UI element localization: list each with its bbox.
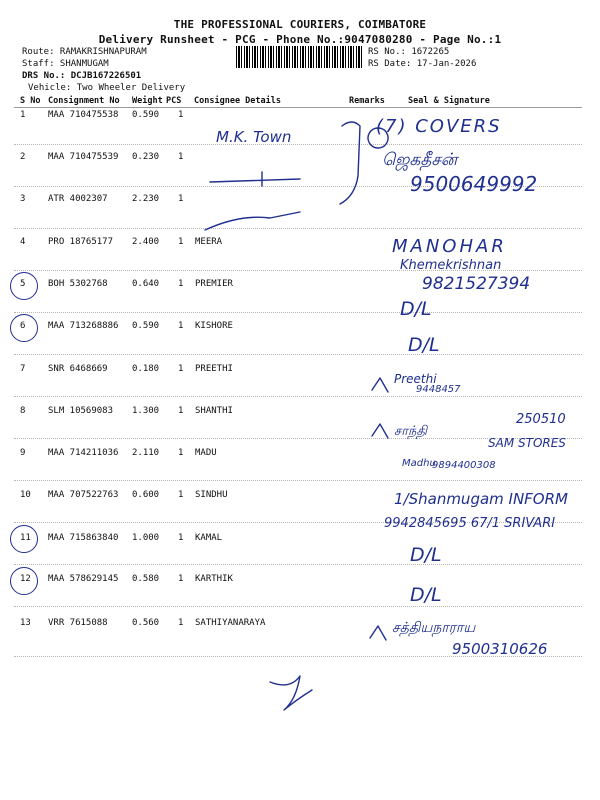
row-consignment: MAA 714211036	[48, 448, 119, 458]
row-consignee: SHANTHI	[195, 406, 233, 416]
row-pcs: 1	[178, 279, 184, 289]
row-sno: 5	[20, 279, 26, 289]
row-pcs: 1	[178, 618, 184, 628]
row-sno: 12	[20, 574, 31, 584]
row-consignee: MEERA	[195, 237, 223, 247]
handwritten-preethi: Preethi	[394, 372, 437, 386]
row-sno: 7	[20, 364, 26, 374]
row-weight: 2.400	[132, 237, 160, 247]
drs-number: DRS No.: DCJB167226501	[22, 71, 142, 81]
tick-stroke	[370, 626, 386, 640]
col-header-pcs: PCS	[166, 96, 182, 106]
row-consignment: MAA 710475538	[48, 110, 119, 120]
row-sno: 9	[20, 448, 26, 458]
row-consignee: PREMIER	[195, 279, 233, 289]
row-consignee: KAMAL	[195, 533, 223, 543]
handwritten-phone: 9500649992	[410, 172, 538, 196]
handwritten-number: 250510	[516, 412, 566, 427]
row-weight: 0.560	[132, 618, 160, 628]
row-pcs: 1	[178, 194, 184, 204]
col-header-consignee: Consignee Details	[194, 96, 281, 106]
row-sno: 13	[20, 618, 31, 628]
row-weight: 2.110	[132, 448, 160, 458]
row-pcs: 1	[178, 490, 184, 500]
row-sno: 4	[20, 237, 26, 247]
row-pcs: 1	[178, 321, 184, 331]
row-consignment: MAA 710475539	[48, 152, 119, 162]
row-consignment: MAA 707522763	[48, 490, 119, 500]
row-pcs: 1	[178, 406, 184, 416]
tick-stroke	[372, 378, 388, 438]
handwritten-phone: 9894400308	[432, 460, 496, 471]
handwritten-mk-town: M.K. Town	[216, 128, 292, 146]
row-pcs: 1	[178, 533, 184, 543]
row-consignee: MADU	[195, 448, 217, 458]
row-consignee: SATHIYANARAYA	[195, 618, 266, 628]
row-weight: 0.590	[132, 321, 160, 331]
row-sno: 2	[20, 152, 26, 162]
handwritten-sam-stores: SAM STORES	[488, 436, 566, 450]
row-weight: 1.300	[132, 406, 160, 416]
signature-stroke	[270, 676, 312, 710]
row-weight: 0.580	[132, 574, 160, 584]
handwritten-phone: 9821527394	[422, 274, 531, 294]
col-header-weight: Weight	[132, 96, 163, 106]
row-consignee: SINDHU	[195, 490, 228, 500]
row-pcs: 1	[178, 574, 184, 584]
col-header-remarks: Remarks	[349, 96, 385, 106]
handwritten-covers: (7) COVERS	[376, 116, 502, 137]
row-consignee: KARTHIK	[195, 574, 233, 584]
handwritten-dl: D/L	[410, 544, 442, 566]
row-sno: 3	[20, 194, 26, 204]
vehicle-label: Vehicle: Two Wheeler Delivery	[28, 83, 186, 93]
row-sno: 1	[20, 110, 26, 120]
row-consignment: MAA 713268886	[48, 321, 119, 331]
row-weight: 0.230	[132, 152, 160, 162]
col-header-sno: S No	[20, 96, 41, 106]
row-consignment: MAA 715863840	[48, 533, 119, 543]
row-sno: 6	[20, 321, 26, 331]
row-pcs: 1	[178, 448, 184, 458]
row-consignment: VRR 7615088	[48, 618, 108, 628]
row-consignment: SNR 6468669	[48, 364, 108, 374]
row-weight: 0.640	[132, 279, 160, 289]
handwritten-madhu: Madhu	[402, 458, 436, 469]
row-weight: 2.230	[132, 194, 160, 204]
row-pcs: 1	[178, 152, 184, 162]
handwritten-name: Khemekrishnan	[400, 258, 502, 273]
row-weight: 0.590	[132, 110, 160, 120]
staff-label: Staff: SHANMUGAM	[22, 59, 109, 69]
row-sno: 11	[20, 533, 31, 543]
handwritten-phone-address: 9942845695 67/1 SRIVARI	[384, 516, 556, 531]
col-header-seal: Seal & Signature	[408, 96, 490, 106]
bracket-stroke	[340, 122, 360, 204]
row-pcs: 1	[178, 110, 184, 120]
handwritten-phone: 9448457	[416, 384, 461, 395]
handwritten-tamil-name: சாந்தி	[394, 424, 427, 439]
col-header-consignment: Consignment No	[48, 96, 120, 106]
row-weight: 0.180	[132, 364, 160, 374]
rs-date: RS Date: 17-Jan-2026	[368, 59, 477, 69]
row-consignment: PRO 18765177	[48, 237, 114, 247]
handwritten-inform: 1/Shanmugam INFORM	[394, 490, 568, 508]
row-consignment: BOH 5302768	[48, 279, 108, 289]
company-title: THE PROFESSIONAL COURIERS, COIMBATORE	[173, 18, 427, 31]
row-sno: 10	[20, 490, 31, 500]
rs-number: RS No.: 1672265	[368, 47, 450, 57]
row-consignment: SLM 10569083	[48, 406, 114, 416]
handwritten-dl: D/L	[400, 298, 432, 320]
runsheet-subtitle: Delivery Runsheet - PCG - Phone No.:9047080280 - Page No.:1	[98, 33, 502, 46]
row-weight: 0.600	[132, 490, 160, 500]
handwritten-tamil-name: சத்தியநாராய	[392, 620, 476, 636]
row-weight: 1.000	[132, 533, 160, 543]
route-label: Route: RAMAKRISHNAPURAM	[22, 47, 147, 57]
row-pcs: 1	[178, 364, 184, 374]
row-consignment: ATR 4002307	[48, 194, 108, 204]
row-sno: 8	[20, 406, 26, 416]
line-stroke	[205, 212, 300, 230]
handwritten-dl: D/L	[410, 584, 442, 606]
row-pcs: 1	[178, 237, 184, 247]
handwritten-manohar: MANOHAR	[392, 236, 507, 257]
handwritten-dl: D/L	[408, 334, 440, 356]
handwritten-phone: 9500310626	[452, 640, 548, 658]
row-consignee: PREETHI	[195, 364, 233, 374]
handwritten-tamil-name: ஜெகதீசன்	[382, 150, 458, 170]
line-stroke	[210, 172, 300, 186]
row-consignee: KISHORE	[195, 321, 233, 331]
row-consignment: MAA 578629145	[48, 574, 119, 584]
